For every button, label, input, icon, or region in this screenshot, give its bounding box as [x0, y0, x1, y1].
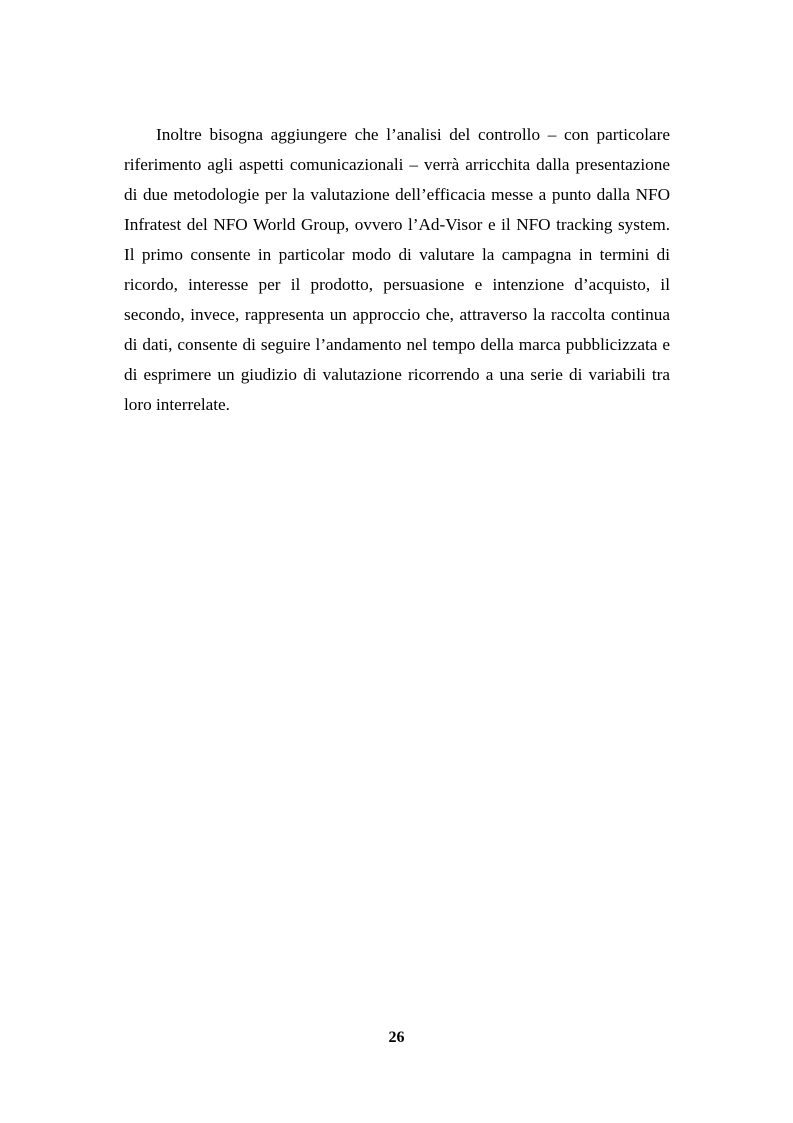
paragraph-line: Il primo consente in particolar modo di valutare la campagna in termini di — [124, 245, 670, 264]
body-paragraph — [124, 120, 670, 420]
paragraph-line: ricordo, interesse per il prodotto, persuasione e intenzione d’acquisto, il — [124, 275, 670, 294]
paragraph-line: di dati, consente di seguire l’andamento nel tempo della marca pubblicizzata e — [124, 335, 670, 354]
paragraph-line: Infratest del NFO World Group, ovvero l’Ad-Visor e il NFO tracking system. — [124, 215, 670, 234]
paragraph-line: riferimento agli aspetti comunicazionali – verrà arricchita dalla presentazione — [124, 155, 670, 174]
paragraph-line: di due metodologie per la valutazione dell’efficacia messe a punto dalla NFO — [124, 185, 670, 204]
paragraph-line: loro interrelate. — [124, 395, 230, 414]
paragraph-line: secondo, invece, rappresenta un approccio che, attraverso la raccolta continua — [124, 305, 670, 324]
page-number: 26 — [388, 1029, 405, 1046]
paragraph-line: di esprimere un giudizio di valutazione ricorrendo a una serie di variabili tra — [124, 365, 670, 384]
paragraph-line: Inoltre bisogna aggiungere che l’analisi del controllo – con particolare — [156, 125, 670, 144]
